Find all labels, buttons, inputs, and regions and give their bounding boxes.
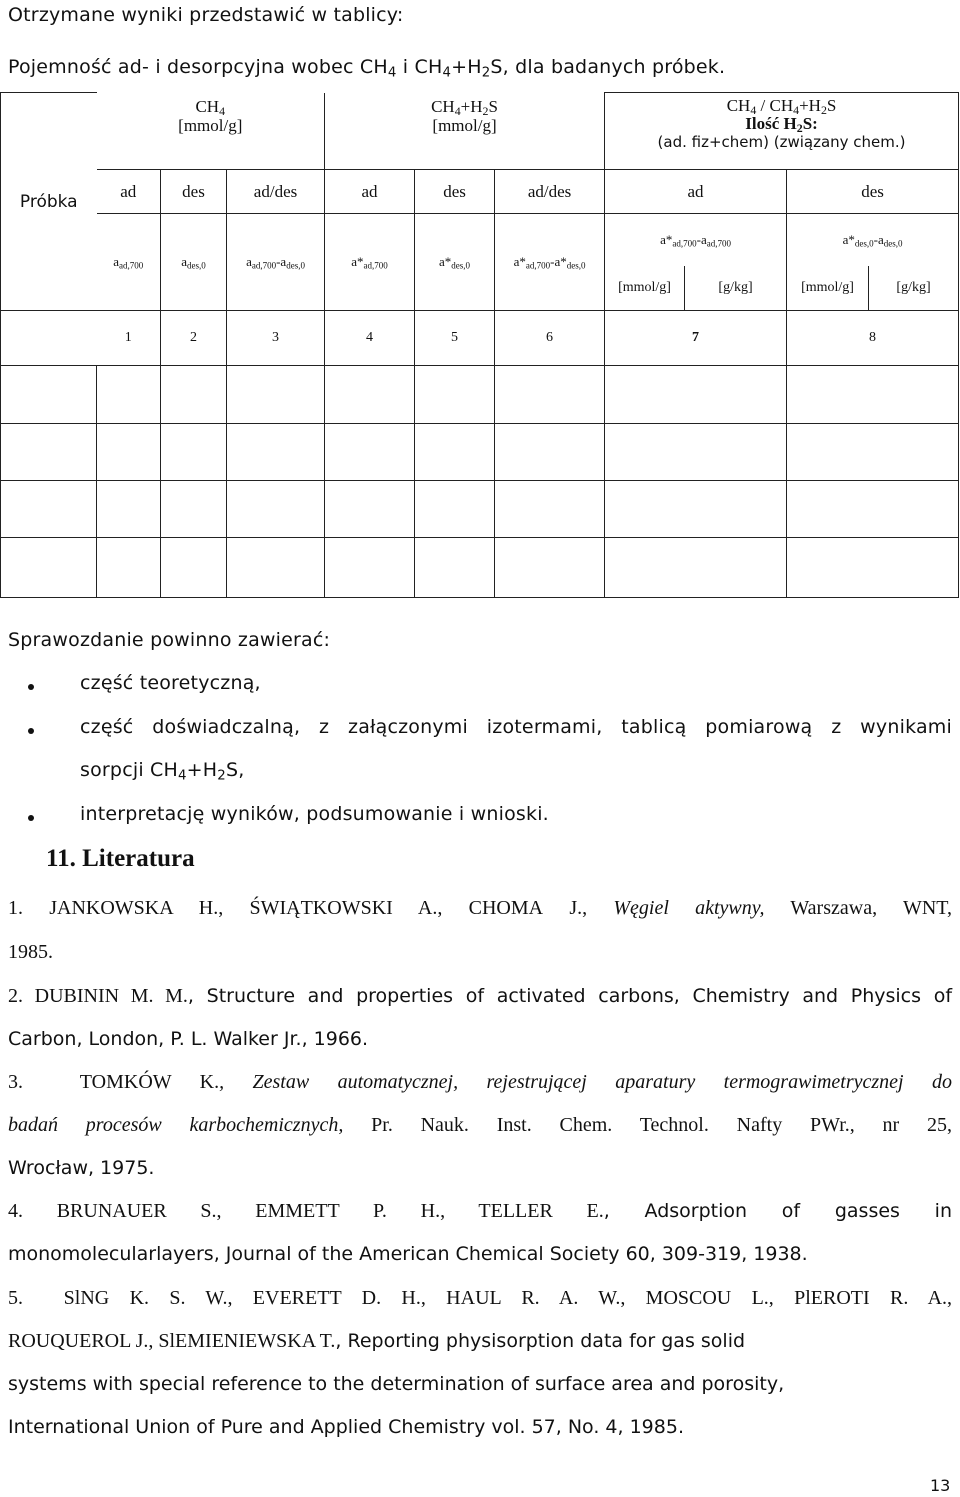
number-row xyxy=(1,311,959,366)
unit-mmol-2: [mmol/g] xyxy=(787,266,869,311)
symbol-8: $a*_{des,0}-a_{des,0}$ xyxy=(787,214,959,266)
type-des-2: des xyxy=(415,170,495,214)
type-ad-2: ad xyxy=(325,170,415,214)
reference-4: 4. BRUNAUER S., EMMETT P. H., TELLER E., Adsorption of gasses in xyxy=(8,1200,952,1222)
symbol-3: $a_{ad,700}-a_{des,0}$ xyxy=(227,214,325,311)
symbol-5: $a*_{des,0}$ xyxy=(415,214,495,311)
col-number-1: 1 xyxy=(97,311,161,366)
symbol-6: $a*_{ad,700}-a*_{des,0}$ xyxy=(495,214,605,311)
symbol-1: $a_{ad,700}$ xyxy=(97,214,161,311)
report-item-1: część teoretyczną, xyxy=(80,672,261,694)
group-ch4-header: $CH_4$ [mmol/g] xyxy=(97,93,325,170)
intro-text: Otrzymane wyniki przedstawić w tablicy: xyxy=(8,4,404,26)
reference-3-cont2: Wrocław, 1975. xyxy=(8,1157,155,1179)
table-row xyxy=(1,366,959,424)
type-ad-3: ad xyxy=(605,170,787,214)
reference-5-cont2: systems with special reference to the determination of surface area and porosity, xyxy=(8,1373,785,1395)
unit-gkg-2: [g/kg] xyxy=(869,266,959,311)
bullet-icon xyxy=(28,684,34,690)
type-des-1: des xyxy=(161,170,227,214)
reference-3: 3. TOMKÓW K., Zestaw automatycznej, rejestrującej aparatury termograwimetrycznej do xyxy=(8,1071,952,1093)
group-ratio-header: $CH_4 / CH_4+H_2S$ Ilość $H_2S$: (ad. fiz+chem) (związany chem.) xyxy=(605,93,959,170)
col-number-8: 8 xyxy=(787,311,959,366)
report-item-2: część doświadczalną, z załączonymi izotermami, tablicą pomiarową z wynikami xyxy=(80,716,952,738)
col-number-3: 3 xyxy=(227,311,325,366)
type-ad-1: ad xyxy=(97,170,161,214)
symbol-2: $a_{des,0}$ xyxy=(161,214,227,311)
unit-mmol-1: [mmol/g] xyxy=(605,266,685,311)
col-number-6: 6 xyxy=(495,311,605,366)
report-item-2-cont: sorpcji $CH_4+H_2S$, xyxy=(80,759,245,784)
table-row xyxy=(1,424,959,481)
reference-5-cont: ROUQUEROL J., SlEMIENIEWSKA T., Reporting physisorption data for gas solid xyxy=(8,1330,746,1352)
reference-3-cont: badań procesów karbochemicznych, Pr. Nauk. Inst. Chem. Technol. Nafty PWr., nr 25, xyxy=(8,1114,952,1136)
col-number-5: 5 xyxy=(415,311,495,366)
reference-1: 1. JANKOWSKA H., ŚWIĄTKOWSKI A., CHOMA J., Węgiel aktywny, Warszawa, WNT, xyxy=(8,897,952,919)
type-row xyxy=(1,170,959,214)
reference-5: 5. SlNG K. S. W., EVERETT D. H., HAUL R. A. W., MOSCOU L., PlEROTI R. A., xyxy=(8,1287,953,1309)
report-item-3: interpretację wyników, podsumowanie i wnioski. xyxy=(80,803,549,825)
reference-2: 2. DUBININ M. M., Structure and properties of activated carbons, Chemistry and Physics of xyxy=(8,985,953,1007)
page-number: 13 xyxy=(930,1476,951,1495)
col-number-2: 2 xyxy=(161,311,227,366)
report-heading: Sprawozdanie powinno zawierać: xyxy=(8,629,331,651)
type-ratio-2: ad/des xyxy=(495,170,605,214)
unit-gkg-1: [g/kg] xyxy=(685,266,787,311)
col-number-4: 4 xyxy=(325,311,415,366)
number-cell-empty xyxy=(1,311,97,366)
results-table xyxy=(0,92,959,598)
group-ch4-h2s-header: $CH_4+H_2S$ [mmol/g] xyxy=(325,93,605,170)
bullet-icon xyxy=(28,815,34,821)
symbol-4: $a*_{ad,700}$ xyxy=(325,214,415,311)
reference-4-cont: monomolecularlayers, Journal of the American Chemical Society 60, 309-319, 1938. xyxy=(8,1243,808,1265)
reference-1-cont: 1985. xyxy=(8,941,53,963)
reference-2-cont: Carbon, London, P. L. Walker Jr., 1966. xyxy=(8,1028,369,1050)
table-row xyxy=(1,538,959,598)
type-des-3: des xyxy=(787,170,959,214)
bullet-icon xyxy=(28,728,34,734)
probka-header: Próbka xyxy=(1,93,97,311)
table-caption: Pojemność ad- i desorpcyjna wobec $CH_4$ i $CH_4+H_2S$, dla badanych próbek. xyxy=(8,56,726,81)
col-number-7: 7 xyxy=(605,311,787,366)
table-row xyxy=(1,481,959,538)
literature-heading: 11. Literatura xyxy=(46,845,195,872)
symbol-7: $a*_{ad,700}-a_{ad,700}$ xyxy=(605,214,787,266)
reference-5-cont3: International Union of Pure and Applied Chemistry vol. 57, No. 4, 1985. xyxy=(8,1416,684,1438)
type-ratio-1: ad/des xyxy=(227,170,325,214)
